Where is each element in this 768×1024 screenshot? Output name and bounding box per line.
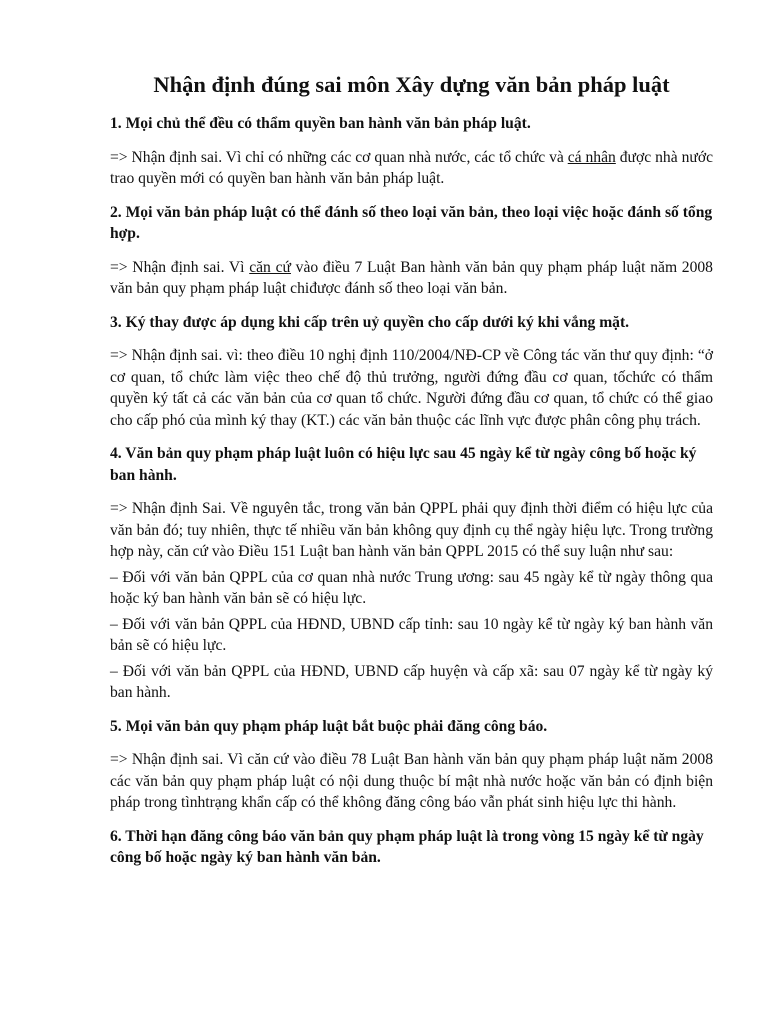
question-1: 1. Mọi chủ thể đều có thẩm quyền ban hành văn bản pháp luật. (110, 115, 531, 132)
answer-4-item: – Đối với văn bản QPPL của HĐND, UBND cấp huyện và cấp xã: sau 07 ngày kể từ ngày ký ban hành. (110, 662, 713, 701)
question-3: 3. Ký thay được áp dụng khi cấp trên uỷ quyền cho cấp dưới ký khi vắng mặt. (110, 313, 630, 331)
answer-2-text-end: vào điều 7 Luật Ban hành văn bản quy phạm pháp luật năm 2008 văn bản quy phạm pháp luật chiđược đánh số theo loại văn bản. (110, 258, 713, 297)
answer-1-text: => Nhận định sai. Vì chỉ có những các cơ quan nhà nước, các tổ chức và (110, 148, 568, 166)
underlined-term-ca-nhan: cá nhân (567, 148, 616, 166)
question-5: 5. Mọi văn bản quy phạm pháp luật bắt buộc phải đăng công báo. (110, 717, 548, 735)
question-4: 4. Văn bản quy phạm pháp luật luôn có hiệu lực sau 45 ngày kể từ ngày công bố hoặc ký ban hành. (110, 445, 697, 484)
answer-2 (110, 257, 713, 300)
question-2: 2. Mọi văn bản pháp luật có thể đánh số theo loại văn bản, theo loại việc hoặc đánh số tổng hợp. (110, 203, 713, 242)
answer-2-text: => Nhận định sai. Vì (110, 258, 250, 276)
document-title: Nhận định đúng sai môn Xây dựng văn bản pháp luật (153, 72, 670, 97)
underlined-term-can-cu: căn cứ (249, 258, 291, 276)
answer-1 (110, 147, 713, 190)
answer-1-text-end: được nhà nước trao quyền mới có quyền ban hành văn bản pháp luật. (110, 148, 713, 187)
answer-5: => Nhận định sai. Vì căn cứ vào điều 78 Luật Ban hành văn bản quy phạm pháp luật năm 2008 các văn bản quy phạm pháp luật có nội dung thuộc bí mật nhà nước hoặc văn bản có định biện pháp trong tìnhtrạng khẩn cấp có thể không đăng công báo vẫn phát sinh hiệu lực thi hành. (110, 751, 713, 811)
answer-4-item: – Đối với văn bản QPPL của cơ quan nhà nước Trung ương: sau 45 ngày kể từ ngày thông qua hoặc ký ban hành văn bản sẽ có hiệu lực. (110, 568, 713, 607)
answer-3: => Nhận định sai. vì: theo điều 10 nghị định 110/2004/NĐ-CP về Công tác văn thư quy định: “ở cơ quan, tổ chức làm việc theo chế độ thủ trưởng, người đứng đầu cơ quan, tốchức có thẩm quyền ký tất cả các văn bản của cơ quan tổ chức. Người đứng đầu cơ quan, tổ chức có thể giao cho cấp phó của mình ký thay (KT.) các văn bản thuộc các lĩnh vực được phân công phụ trách. (110, 347, 713, 429)
question-6: 6. Thời hạn đăng công báo văn bản quy phạm pháp luật là trong vòng 15 ngày kể từ ngày công bố hoặc ngày ký ban hành văn bản. (110, 827, 704, 866)
answer-4-item: – Đối với văn bản QPPL của HĐND, UBND cấp tỉnh: sau 10 ngày kể từ ngày ký ban hành văn bản sẽ có hiệu lực. (110, 615, 713, 654)
document-page (110, 70, 713, 881)
answer-4: => Nhận định Sai. Về nguyên tắc, trong văn bản QPPL phải quy định thời điểm có hiệu lực của văn bản đó; tuy nhiên, thực tế nhiều văn bản không quy định cụ thể ngày hiệu lực. Trong trường hợp này, căn cứ vào Điều 151 Luật ban hành văn bản QPPL 2015 có thể suy luận như sau: (110, 500, 713, 560)
